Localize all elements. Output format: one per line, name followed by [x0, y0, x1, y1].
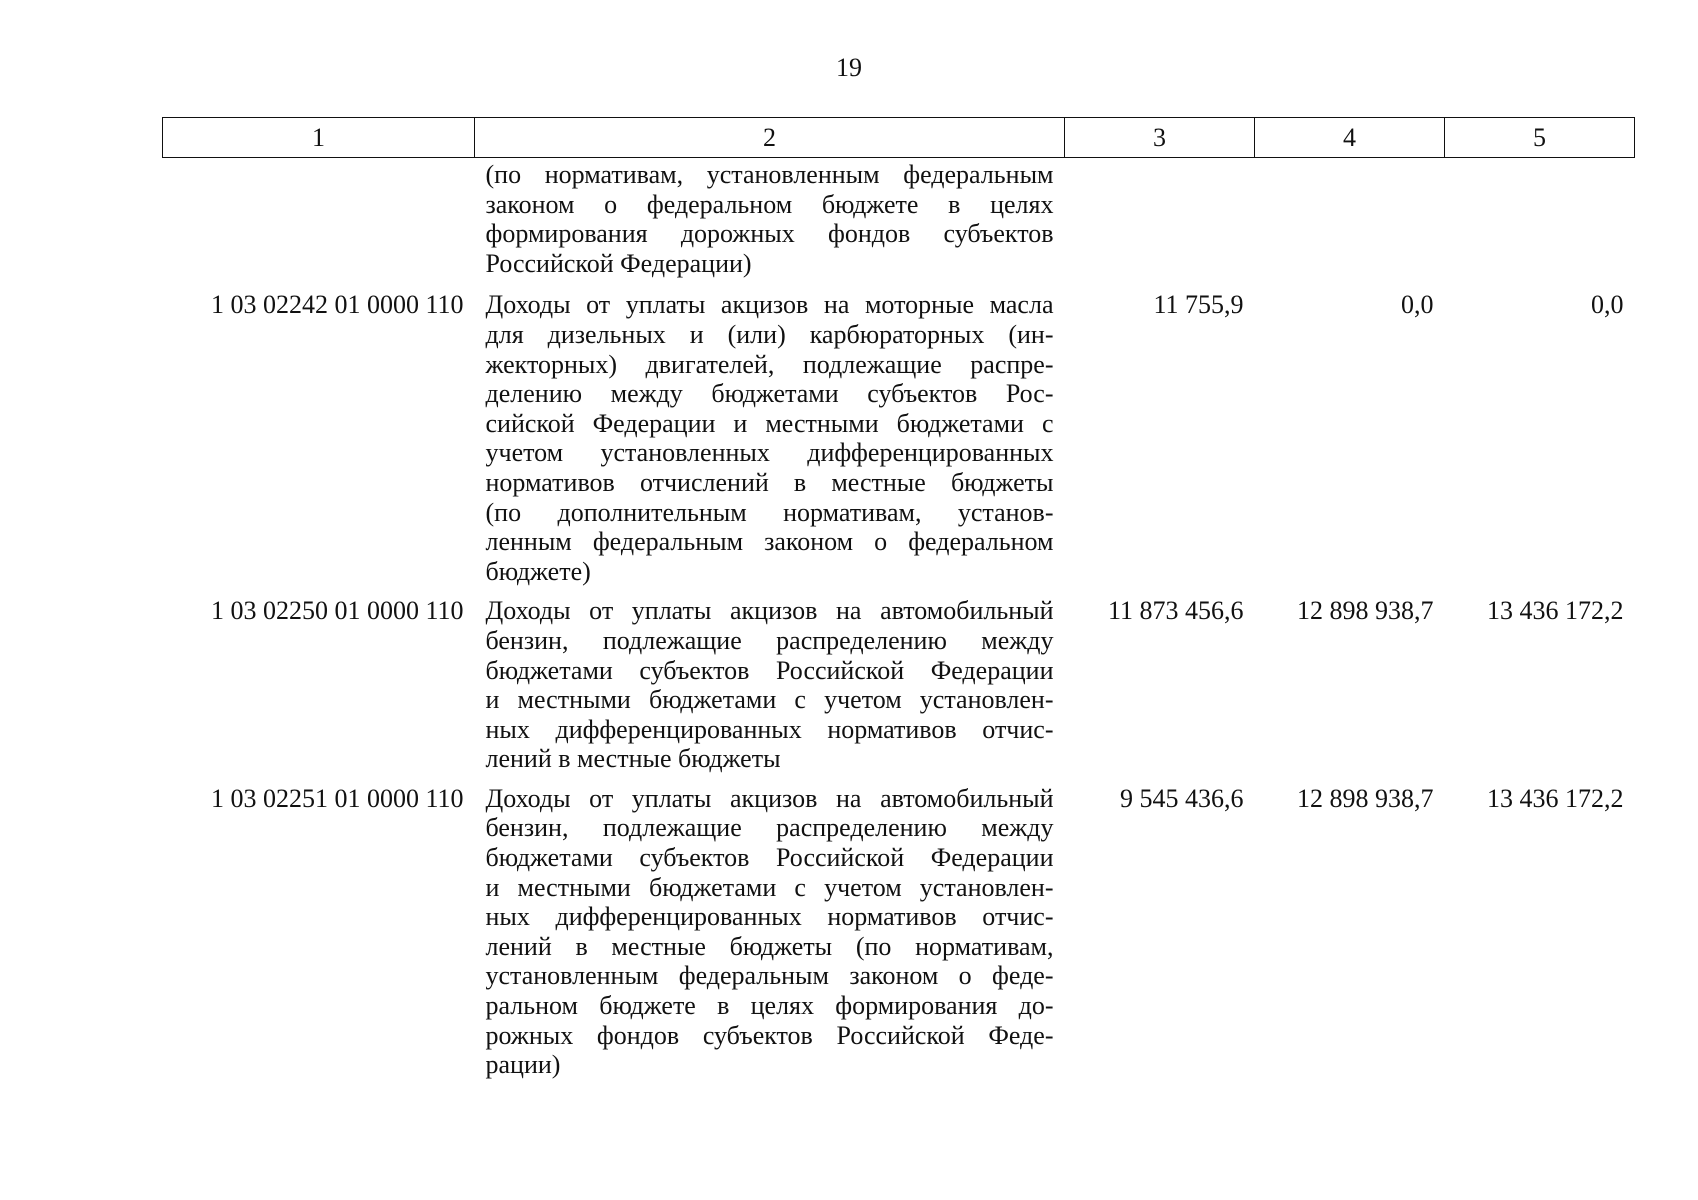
- text-line: (по нормативам, установленным федеральным: [485, 160, 1054, 189]
- budget-table: [162, 117, 1635, 1080]
- value-col-5: 13 436 172,2: [1487, 596, 1624, 626]
- text-line: (по дополнительным нормативам, установ-: [485, 497, 1054, 527]
- text-line: бензин, подлежащие распределению между: [485, 625, 1054, 655]
- row-description: [475, 784, 1065, 1080]
- text-line: ных дифференцированных нормативов отчис-: [485, 714, 1054, 744]
- text-line: ных дифференцированных нормативов отчис-: [485, 902, 1054, 932]
- budget-code: 1 03 02242 01 0000 110: [210, 290, 464, 320]
- continuation-col-5: [1445, 158, 1635, 291]
- text-line: рации): [485, 1050, 561, 1080]
- header-col-3: 3: [1065, 118, 1255, 158]
- text-line: Доходы от уплаты акцизов на автомобильный: [485, 596, 1054, 626]
- text-line: лений в местные бюджеты: [485, 744, 781, 774]
- value-col-3: 11 873 456,6: [1107, 596, 1244, 626]
- table-header: [163, 118, 1635, 158]
- header-col-5: 5: [1445, 118, 1635, 158]
- continuation-code: [163, 158, 475, 291]
- value-col-4: 0,0: [1401, 290, 1434, 320]
- text-line: бюджетами субъектов Российской Федерации: [485, 843, 1054, 873]
- text-line: жекторных) двигателей, подлежащие распре-: [485, 349, 1054, 379]
- text-line: бензин, подлежащие распределению между: [485, 813, 1054, 843]
- text-line: бюджетами субъектов Российской Федерации: [485, 655, 1054, 685]
- text-line: учетом установленных дифференцированных: [485, 438, 1054, 468]
- row-description: [475, 290, 1065, 596]
- text-line: ленным федеральным законом о федеральном: [485, 527, 1054, 557]
- value-col-3: 9 545 436,6: [1120, 783, 1244, 813]
- row-description: [475, 596, 1065, 784]
- value-col-5: 0,0: [1591, 290, 1624, 320]
- text-line: установленным федеральным законом о феде-: [485, 961, 1054, 991]
- text-line: Доходы от уплаты акцизов на моторные масла: [485, 290, 1054, 320]
- continuation-row: [163, 158, 1635, 291]
- text-line: для дизельных и (или) карбюраторных (ин-: [485, 319, 1054, 349]
- text-line: законом о федеральном бюджете в целях: [485, 189, 1054, 219]
- text-line: формирования дорожных фондов субъектов: [485, 219, 1054, 249]
- header-row: [163, 118, 1635, 158]
- value-col-4: 12 898 938,7: [1297, 783, 1434, 813]
- text-line: сийской Федерации и местными бюджетами с: [485, 408, 1054, 438]
- text-line: Российской Федерации): [485, 248, 752, 278]
- continuation-description: [475, 158, 1065, 291]
- text-line: и местными бюджетами с учетом установлен-: [485, 872, 1054, 902]
- budget-code: 1 03 02251 01 0000 110: [210, 783, 464, 813]
- table-row: [163, 290, 1635, 596]
- text-line: ральном бюджете в целях формирования до-: [485, 991, 1054, 1021]
- header-col-2: 2: [475, 118, 1065, 158]
- header-col-1: 1: [163, 118, 475, 158]
- value-col-4: 12 898 938,7: [1297, 596, 1434, 626]
- page-number: 19: [836, 53, 862, 82]
- continuation-col-3: [1065, 158, 1255, 291]
- budget-code: 1 03 02250 01 0000 110: [210, 596, 464, 626]
- value-col-3: 11 755,9: [1153, 290, 1244, 320]
- table-row: [163, 596, 1635, 784]
- text-line: рожных фондов субъектов Российской Феде-: [485, 1020, 1054, 1050]
- text-line: делению между бюджетами субъектов Рос-: [485, 379, 1054, 409]
- value-col-5: 13 436 172,2: [1487, 783, 1624, 813]
- header-col-4: 4: [1255, 118, 1445, 158]
- text-line: лений в местные бюджеты (по нормативам,: [485, 931, 1054, 961]
- text-line: нормативов отчислений в местные бюджеты: [485, 467, 1054, 497]
- text-line: Доходы от уплаты акцизов на автомобильный: [485, 783, 1054, 813]
- table-row: [163, 784, 1635, 1080]
- text-line: бюджете): [485, 556, 591, 586]
- continuation-col-4: [1255, 158, 1445, 291]
- text-line: и местными бюджетами с учетом установлен-: [485, 685, 1054, 715]
